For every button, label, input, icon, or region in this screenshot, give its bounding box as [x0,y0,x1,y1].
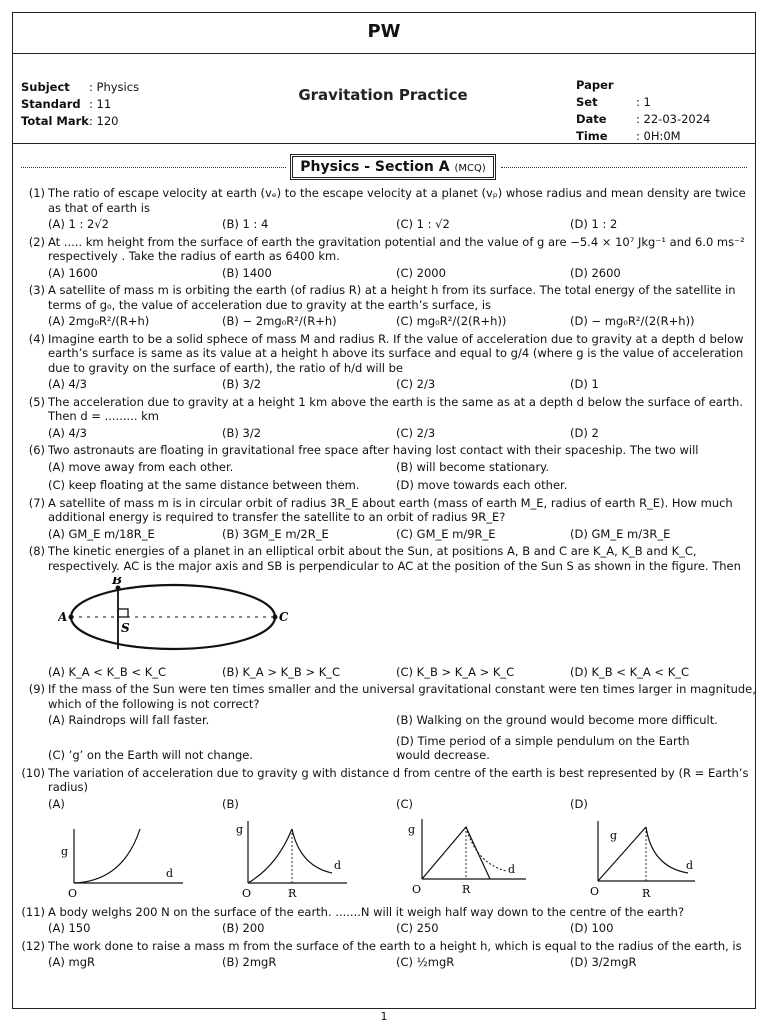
option-c[interactable]: (C) ½mgR [396,955,455,969]
option-d[interactable]: (D) 100 [570,921,614,935]
question-text: Two astronauts are floating in gravitational free space after having lost contact with their spaceship. The two will [48,443,699,457]
question-text: A body welghs 200 N on the surface of the earth. .......N will it weigh half way down to the centre of the earth? [48,904,685,919]
paper-set-value: : 1 [636,95,651,109]
origin-label: O [68,887,78,899]
option-a[interactable]: (A) move away from each other. [48,459,234,474]
dotted-rule-right [501,167,747,168]
question-number: (1) [28,186,45,200]
d-label: d [334,859,342,872]
question-text: The work done to raise a mass m from the surface of the earth to a height h, which is equal to the radius of the earth, is [48,938,742,953]
question-list [12,186,756,970]
dotted-rule-left [21,167,286,168]
question-8 [12,544,756,679]
meta-right [576,77,710,145]
paper-set-label: Paper Set [576,78,614,109]
option-b[interactable]: (B) 3GM_E m/2R_E [222,526,329,541]
option-b[interactable]: (B) 1400 [222,265,272,280]
question-text: Imagine earth to be a solid sphece of mass M and radius R. If the value of acceleration due to gravity at a depth d below earth’s surface is same as its value at a height h above its surface and equal to g/4 (where g is the value of acceleration due to gravity on the surface of earth), the ratio of h/d will be [48,331,744,375]
subject-label: Subject [21,80,70,94]
option-c[interactable]: (C) 250 [396,921,439,935]
question-5 [12,395,756,441]
g-label: g [408,823,416,836]
graph-c [396,811,566,899]
r-label: R [642,887,651,899]
option-d[interactable]: (D) 2600 [570,265,621,280]
point-a [69,615,74,620]
total-mark-value: : 120 [89,114,119,128]
question-text: The acceleration due to gravity at a height 1 km above the earth is the same as at a depth d below the surface of earth. Then d = ......... km [48,394,744,423]
meta-left [21,79,139,130]
subject-value: : Physics [89,80,140,94]
question-2 [12,235,756,281]
option-d[interactable]: (D) − mg₀R²/(2(R+h)) [570,314,695,328]
question-text: A satellite of mass m is orbiting the earth (of radius R) at a height h from its surface. The total energy of the satellite in terms of g₀, the value of acceleration due to gravity at the earth’s surface, is [48,283,736,312]
d-label: d [166,867,174,880]
option-d[interactable]: (D) 2 [570,425,599,440]
option-c[interactable]: (C) 1 : √2 [396,217,450,231]
orbit-ellipse [71,585,275,649]
option-d[interactable]: (D) K_B < K_A < K_C [570,664,690,679]
graph-d [570,811,740,899]
question-number: (6) [28,443,45,457]
curve-fall [646,827,688,873]
question-7 [12,496,756,542]
option-c[interactable]: (C) mg₀R²/(2(R+h)) [396,314,507,328]
r-label: R [288,887,297,899]
question-9 [12,682,756,763]
option-b[interactable]: (B) 1 : 4 [222,217,269,231]
option-b[interactable]: (B) 200 [222,921,265,935]
question-number: (11) [21,904,45,919]
elliptical-orbit-diagram [58,577,288,657]
question-number: (10) [21,765,45,780]
right-angle-mark [118,609,128,617]
curve [422,827,490,879]
question-text: At ..... km height from the surface of earth the gravitation potential and the value of g are −5.4 × 10⁷ Jkg⁻¹ and 6.0 ms⁻² respectively . Take the radius of earth as 6400 km. [48,234,745,263]
option-d[interactable]: (D) GM_E m/3R_E [570,526,671,541]
question-number: (8) [28,544,45,558]
question-6 [12,443,756,493]
question-number: (3) [28,283,45,297]
time-value: : 0H:0M [636,129,681,143]
section-title-box [290,154,496,180]
curve [74,829,140,883]
section-header [21,154,747,180]
option-a[interactable]: (A) 150 [48,921,91,935]
option-b[interactable]: (B) will become stationary. [396,459,550,474]
option-b[interactable]: (B) 2mgR [222,955,277,969]
label-s: S [121,621,130,635]
date-label: Date [576,112,607,126]
option-c[interactable]: (C) K_B > K_A > K_C [396,664,515,679]
g-label: g [610,829,618,842]
question-10 [12,766,756,903]
graph-options [48,811,756,903]
question-number: (4) [28,331,45,346]
total-mark-label: Total Mark [21,114,89,128]
option-d[interactable]: (D) 3/2mgR [570,955,637,969]
option-c[interactable]: (C) 2/3 [396,425,436,440]
time-label: Time [576,129,608,143]
option-c[interactable]: (C) ’g’ on the Earth will not change. [48,748,254,762]
option-d[interactable]: (D) 1 [570,377,599,391]
standard-label: Standard [21,97,81,111]
d-label: d [686,859,694,872]
paper-title: Gravitation Practice [298,86,468,104]
question-text: If the mass of the Sun were ten times smaller and the universal gravitational constant were ten times larger in magnitude, which of the following is not correct? [48,682,756,711]
question-number: (12) [21,938,45,953]
r-label: R [462,883,471,896]
option-d[interactable]: (D) [570,796,588,811]
question-12 [12,939,756,970]
orbit-figure [58,577,756,661]
option-a[interactable]: (A) K_A < K_B < K_C [48,664,167,679]
option-c[interactable]: (C) GM_E m/9R_E [396,526,496,541]
option-b[interactable]: (B) 3/2 [222,425,262,440]
question-4 [12,332,756,392]
option-d[interactable]: (D) move towards each other. [396,478,568,492]
question-text: The kinetic energies of a planet in an elliptical orbit about the Sun, at positions A, B and C are K_A, K_B and K_C, respectively. AC is the major axis and SB is perpendicular to AC at the position of the Sun S as shown in the figure. Then [48,544,741,573]
option-d[interactable]: (D) 1 : 2 [570,217,618,231]
option-a[interactable]: (A) 1600 [48,265,98,280]
question-11 [12,905,756,936]
question-text: The ratio of escape velocity at earth (vₑ) to the escape velocity at a planet (vₚ) whose radius and mean density are twice as that of earth is [48,186,746,215]
curve-rise [248,829,292,883]
option-a[interactable]: (A) mgR [48,955,95,969]
g-label: g [236,823,244,836]
option-b[interactable]: (B) − 2mg₀R²/(R+h) [222,314,337,328]
question-number: (9) [28,682,45,696]
option-c[interactable]: (C) 2000 [396,265,446,280]
option-c[interactable]: (C) 2/3 [396,377,436,391]
origin-label: O [590,885,600,898]
label-b: B [112,577,123,587]
header-divider-bottom [13,143,755,144]
question-text: A satellite of mass m is in circular orbit of radius 3R_E about earth (mass of earth M_E, radius of earth R_E). How much additional energy is required to transfer the satellite to an orbit of radius 9R_E? [48,495,733,524]
question-number: (7) [28,495,45,510]
option-a[interactable]: (A) 2mg₀R²/(R+h) [48,314,150,328]
option-a[interactable]: (A) 4/3 [48,377,88,391]
label-a: A [58,610,68,624]
question-3 [12,283,756,329]
header-divider-top [13,53,755,54]
option-a[interactable]: (A) 1 : 2√2 [48,217,109,231]
graph-b [222,811,392,899]
option-b[interactable]: (B) Walking on the ground would become more difficult. [396,713,718,727]
question-number: (2) [28,234,45,249]
option-c[interactable]: (C) [396,796,414,811]
option-b[interactable]: (B) [222,796,239,811]
option-a[interactable]: (A) GM_E m/18R_E [48,526,155,541]
graph-a [48,811,218,899]
d-label: d [508,863,516,876]
point-c [273,615,278,620]
label-c: C [279,610,288,624]
date-value: : 22-03-2024 [636,112,711,126]
question-1 [12,186,756,232]
question-number: (5) [28,394,45,409]
option-a[interactable]: (A) [48,796,65,811]
option-d[interactable]: (D) Time period of a simple pendulum on the Earth would decrease. [396,733,690,762]
origin-label: O [412,883,422,896]
standard-value: : 11 [89,97,112,111]
option-b[interactable]: (B) 3/2 [222,377,262,391]
section-title: Physics - Section A [300,159,450,175]
origin-label: O [242,887,252,899]
section-tag: (MCQ) [454,163,486,174]
g-label: g [61,845,69,858]
option-a[interactable]: (A) 4/3 [48,425,88,440]
question-text: The variation of acceleration due to gravity g with distance d from centre of the earth is best represented by (R = Earth’s radius) [48,765,749,794]
option-c[interactable]: (C) keep floating at the same distance between them. [48,478,360,492]
option-a[interactable]: (A) Raindrops will fall faster. [48,713,210,727]
curve-rise [598,827,646,881]
curve-dotted [466,827,506,871]
page-number: 1 [380,1010,388,1023]
brand-logo-text: PW [367,21,401,42]
option-b[interactable]: (B) K_A > K_B > K_C [222,664,341,679]
curve-fall [292,829,332,873]
